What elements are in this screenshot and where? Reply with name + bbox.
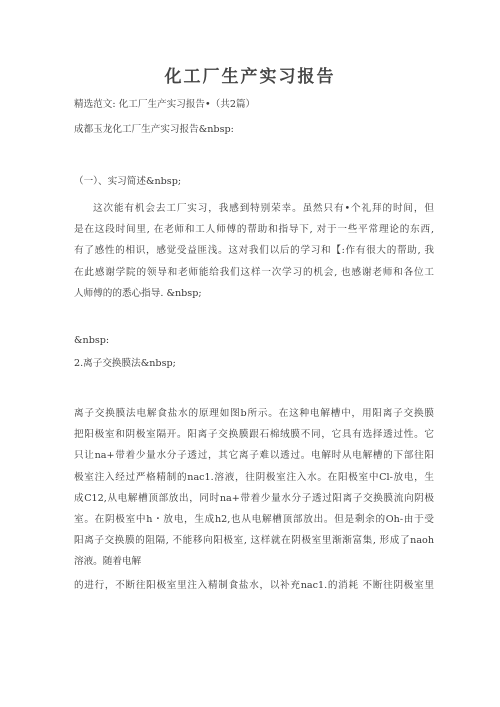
paragraph-line: 的进行，不断往阳极室里注入精制食盐水，以补充nac1.的消耗 不断往阴极室里 <box>74 580 434 591</box>
paragraph-line: 人师傅的的悉心指导. &nbsp; <box>74 287 202 299</box>
paragraph-line: 成C12,从电解槽顶部放出，同时na+带着少量水分子透过阳离子交换膜流向阴极 <box>74 492 434 504</box>
nbsp-line: &nbsp: <box>74 335 110 346</box>
paragraph-line: 阳离子交换膜的阻隔, 不能移向阳极室, 这样就在阴极室里渐渐富集, 形成了naoh <box>74 535 434 547</box>
paragraph-line: 离子交换膜法电解食盐水的原理如图b所示。在这种电解槽中，用阳离子交换膜 <box>74 408 434 419</box>
paragraph-line: 有了感性的相识，感觉受益匪浅。这对我们以后的学习和【:作有很大的帮助, 我 <box>74 245 434 257</box>
paragraph-line: 极室注入经过严格精制的nac1.溶液，往阴极室注入水。在阳极室中Cl-放电，生 <box>74 471 434 483</box>
paragraph-line: 这次能有机会去工厂实习，我感到特别荣幸。虽然只有•个礼拜的时间，但 <box>93 203 434 214</box>
paragraph-line: 把阳极室和阴极室隔开。阳离子交换膜跟石棉绒膜不同，它具有选择透过性。它 <box>74 429 434 441</box>
paragraph-line: 是在这段时间里, 在老师和工人师傅的帮助和指导下, 对于一些平常理论的东西, <box>74 224 434 236</box>
paragraph-line: 在此感谢学院的领导和老师能给我们这样一次学习的机会, 也感谢老师和各位工 <box>74 266 434 278</box>
paragraph-line: 溶液。随着电解 <box>74 556 142 568</box>
subtitle-line: 成都玉龙化工厂生产实习报告&nbsp: <box>74 124 234 135</box>
intro-line: 精选范文: 化工厂生产实习报告•（共2篇） <box>74 99 256 110</box>
paragraph-line: 室。在阴极室中h・放电，生成h2,也从电解槽顶部放出。但是剩余的Oh-由于受 <box>74 513 434 525</box>
document-title: 化工厂生产实习报告 <box>164 67 336 87</box>
paragraph-membrane <box>74 403 434 573</box>
paragraph-intro <box>74 198 434 304</box>
section2-heading: 2.离子交换膜法&nbsp; <box>74 358 176 369</box>
paragraph-line: 只让na+带着少量水分子透过，其它离子难以透过。电解时从电解槽的下部往阳 <box>74 450 434 462</box>
paragraph-continuation <box>74 575 434 596</box>
section-heading: （一）、实习简述&nbsp; <box>74 176 182 187</box>
